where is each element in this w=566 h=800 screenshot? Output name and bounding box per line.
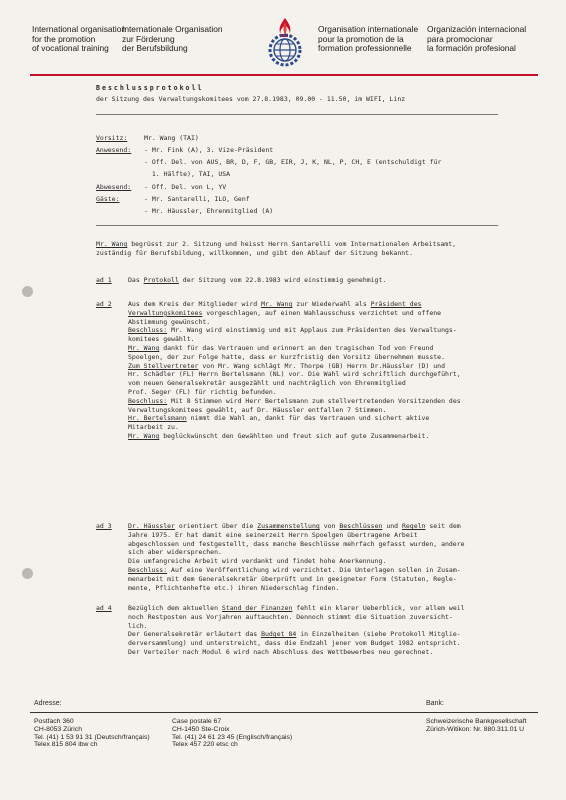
text-line [128,432,461,441]
text-run: Hr. Schädler (FL) Herrn Bertelsmann (NL) vor. Die Wahl wird schriftlich durchgeführt, [128,370,461,379]
agenda-number: ad 2 [96,300,112,308]
agenda-number: ad 3 [96,522,112,530]
footer-line: Telex 815 804 ibw ch [34,741,98,749]
text-line [128,540,465,549]
keyword: Beschlüssen [339,522,383,530]
text-line [128,362,461,371]
text-line [128,423,461,432]
letterhead-line: pour la promotion de la [318,33,404,44]
text-run: Jahre 1975. Er hat damit eine seinerzeit Herrn Spoelgen übertragene Arbeit [128,530,418,539]
letterhead-divider [30,74,538,76]
agenda-body [128,604,465,657]
letterhead-line: Organización internacional [427,24,527,34]
text-run: Aus dem Kreis der Mitglieder wird [128,300,262,308]
text-line [128,309,461,318]
text-run: zur Wiederwahl als [292,300,371,308]
letterhead-line: la formación profesional [427,43,516,54]
text-run: Abstimmung gewünscht. [128,317,211,326]
text-line [128,604,465,613]
text-run: lich. [128,621,148,630]
letterhead-line: para promocionar [427,33,493,44]
attendance-label: Vorsitz: [96,134,128,142]
letterhead-german [122,25,223,54]
punch-hole [22,286,33,297]
text-line [128,648,465,657]
letterhead-line: zur Förderung [122,33,175,44]
footer-line: Schweizerische Bankgesellschaft [426,718,527,725]
agenda-body [128,522,465,592]
text-line [128,353,461,362]
text-run: Mit 8 Stimmen wird Herr Bertelsmann zum stellvertretenden Vorsitzenden des [167,396,461,405]
agenda-body [128,276,386,285]
footer-line: CH-8053 Zürich [34,725,82,733]
text-run: nimmt die Wahl an, dankt für das Vertrauen und sichert aktive [186,414,430,423]
address-label: Adresse: [34,700,62,707]
text-run: Mr. Wang wird einstimmig und mit Applaus zum Präsidenten des Verwaltungs- [167,326,457,335]
keyword: Beschluss: [128,326,168,335]
letterhead-spanish [427,25,526,54]
text-run: Der Verteiler nach Modul 6 wird nach Abschluss des Wettbewerbes neu gerechnet. [128,647,434,656]
keyword: Mr. Wang [261,300,293,308]
letterhead-line: Internationale Organisation [122,24,223,34]
agenda-number: ad 4 [96,604,112,612]
text-run: Auf eine Veröffentlichung wird verzichtet. Die Unterlagen sollen in Zusam- [167,565,461,574]
text-run: mente, Pflichtenhefte etc.) ihren Niederschlag finden. [128,583,340,592]
bank-label: Bank: [426,700,444,707]
text-run: orientiert über die [174,522,258,530]
text-run: derversammlung) und unterstreicht, dass die Endzahl jener vom Budget 1982 entspricht. [128,639,461,648]
text-run: abgeschlossen und festgestellt, dass manche Beschlüsse mehrfach gefasst wurden, andere [128,539,465,548]
text-line [128,622,465,631]
footer-line: Zürich-Witikon: Nr. 880.311.01 U [426,725,525,733]
intro-paragraph [96,240,456,258]
text-line [128,584,465,593]
text-run: und [382,522,402,530]
keyword: Protokoll [143,276,179,284]
footer-line: Case postale 67 [172,718,222,725]
text-run: Spoelgen, der zur Folge hatte, dass er kurzfristig den Vorsitz übernehmen musste. [128,352,445,361]
keyword: Dr. Häussler [128,522,175,530]
attendance-value: - Mr. Fink (A), 3. Vize-Präsident [144,146,274,154]
text-run: noch Restposten aus Vorjahren auftauchten. Dennoch stimmt die Situation zuversicht- [128,612,453,621]
letterhead-line: formation professionnelle [318,43,412,54]
letterhead-line: International organisation [32,24,127,34]
text-run: beglückwünscht den Gewählten und freut sich auf gute Zusammenarbeit. [159,431,430,440]
text-line [128,276,386,285]
keyword: Beschluss: [128,565,168,574]
footer-bank-details [426,718,527,734]
keyword: Zusammenstellung [257,522,320,530]
footer-line: Postfach 360 [34,718,74,725]
text-line [128,557,465,566]
text-run: Die umfangreiche Arbeit wird verdankt und findet hohe Anerkennung. [128,557,387,566]
text-line [128,522,465,531]
text-line [128,566,465,575]
keyword: Mr. Wang [128,343,160,352]
keyword: Zum Stellvertreter [128,361,199,370]
text-line [128,613,465,622]
keyword: Hr. Bertelsmann [128,414,187,423]
attendance-label: Abwesend: [96,183,132,191]
text-run: in Einzelheiten (siehe Protokoll Mitglie- [296,630,461,639]
attendance-label: Gäste: [96,195,120,203]
person-name: Mr. Wang [96,240,128,248]
text-line [128,379,461,388]
text-line [128,326,461,335]
text-line [128,531,465,540]
text-line [128,318,461,327]
text-run: seit dem [425,522,461,530]
attendance-value: - Off. Del. von L, YV [144,183,227,191]
text-run: komitees gewählt. [128,335,195,344]
text-line [128,630,465,639]
text-line [128,406,461,415]
document-title: Beschlussprotokoll [96,84,204,92]
footer-line: Tel. (41) 1 53 91 31 (Deutsch/français) [34,733,150,741]
keyword: Beschluss: [128,396,168,405]
keyword: Mr. Wang [128,431,160,440]
attendance-value: Mr. Wang (TAI) [144,134,199,142]
text-run: Bezüglich dem aktuellen [128,604,222,612]
footer-line: Telex 457 220 etsc ch [172,741,238,749]
text-run: dankt für das Vertrauen und erinnert an den tragischen Tod von Freund [159,343,434,352]
footer-divider [30,712,538,713]
divider [96,225,498,226]
agenda-body [128,300,461,441]
text-run: von [319,522,340,530]
text-line [128,548,465,557]
text-line [128,414,461,423]
text-line [96,240,456,249]
text-run: sich aber widersprechen. [128,548,222,557]
text-line [128,300,461,309]
text-line: zuständig für Berufsbildung, willkommen, und gibt den Ablauf der Sitzung bekannt. [96,248,413,257]
text-line [128,639,465,648]
text-run: Das [128,276,144,284]
text-line [128,575,465,584]
text-line [128,370,461,379]
footer-line: Tel. (41) 24 61 23 45 (Englisch/français) [172,733,293,741]
letterhead-line: der Berufsbildung [122,43,188,54]
letterhead-line: of vocational training [32,43,109,54]
footer-address-zurich [34,718,150,749]
text-run: fehlt ein klarer Ueberblick, vor allem weil [292,604,465,612]
letterhead-line: for the promotion [32,33,96,44]
text-run: begrüsst zur 2. Sitzung und heisst Herrn Santarelli vom Internationalen Arbeitsamt, [127,240,457,248]
attendance-value: 1. Hälfte), TAI, USA [144,170,231,178]
letterhead-line: Organisation internationale [318,24,419,34]
organisation-logo [262,16,308,68]
footer-address-ste-croix [172,718,292,749]
text-run: vorgeschlagen, auf einen Wahlausschuss verzichtet und offene [202,308,442,317]
text-run: der Sitzung vom 22.8.1983 wird einstimmig genehmigt. [178,276,387,284]
keyword: Präsident des [370,300,422,308]
keyword: Budget 84 [261,630,297,639]
keyword: Stand der Finanzen [221,604,293,612]
letterhead-french [318,25,418,54]
attendance-value: - Off. Del. von AUS, BR, D, F, GB, EIR, J, K, NL, P, CH, E (entschuldigt für [144,158,442,166]
text-run: menarbeit mit dem Generalsekretär überprüft und in geeigneter Form (Statuten, Regle- [128,574,457,583]
keyword: Regeln [401,522,426,530]
text-line [128,344,461,353]
document-subtitle: der Sitzung des Verwaltungskomitees vom 27.8.1983, 09.00 - 11.50, im WIFI, Linz [96,95,406,103]
text-run: Der Generalsekretär erläutert das [128,630,262,639]
keyword: Verwaltungskomitees [128,308,203,317]
text-run: Mitarbeit zu. [128,423,179,432]
agenda-number: ad 1 [96,276,112,284]
text-line [128,388,461,397]
letterhead-english [32,25,126,54]
text-run: Verwaltungskomitees gewählt, auf Dr. Häussler entfallen 7 Stimmen. [128,405,387,414]
text-line [128,397,461,406]
footer-line: CH-1450 Ste-Croix [172,725,230,733]
punch-hole [22,568,33,579]
text-line [128,335,461,344]
attendance-value: - Mr. Häussler, Ehrenmitglied (A) [144,207,274,215]
attendance-label: Anwesend: [96,146,132,154]
divider [96,114,498,115]
text-run: von Mr. Wang schlägt Mr. Thorpe (GB) Herrn Dr.Häussler (D) und [198,361,445,370]
attendance-value: - Mr. Santarelli, ILO, Genf [144,195,250,203]
text-run: Prof. Seger (FL) für richtig befunden. [128,387,277,396]
text-run: vom neuen Generalsekretär ausgezählt und nachträglich von Ehrenmitglied [128,379,406,388]
